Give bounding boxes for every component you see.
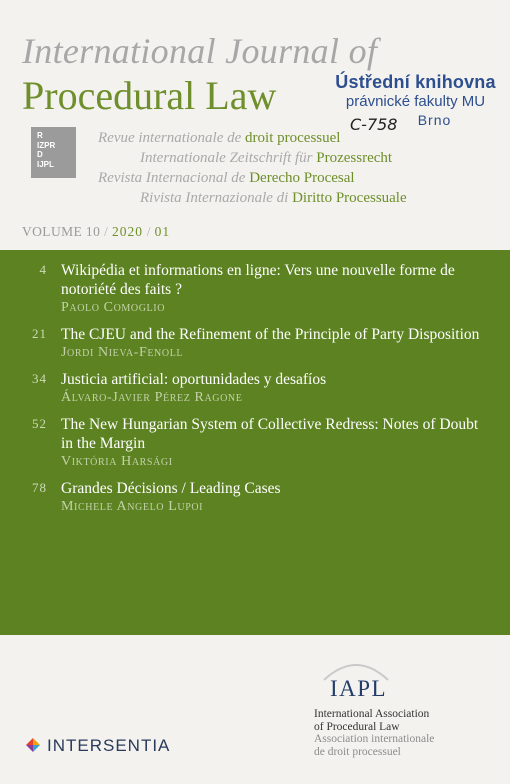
stamp-line2: právnické fakulty MU <box>345 93 486 110</box>
table-of-contents <box>0 261 510 524</box>
volume-year: 2020 <box>111 224 143 239</box>
toc-entry[interactable] <box>0 325 510 362</box>
toc-entry[interactable] <box>0 479 510 516</box>
logo-line: R <box>37 131 43 140</box>
stamp-line1: Ústřední knihovna <box>335 72 496 92</box>
toc-author: Michele Angelo Lupoi <box>61 499 204 514</box>
toc-page-number: 4 <box>39 262 47 277</box>
toc-author: Viktória Harsági <box>61 454 173 469</box>
toc-entry[interactable] <box>0 370 510 407</box>
volume-label: VOLUME 10 <box>22 224 101 239</box>
toc-author: Jordi Nieva-Fenoll <box>61 345 184 360</box>
toc-page-number: 78 <box>32 480 47 495</box>
subtitle-german: Internationale Zeitschrift für Prozessrecht <box>140 150 393 166</box>
intersentia-mark-icon <box>24 736 42 754</box>
logo-line: IJPL <box>37 159 54 169</box>
toc-entry[interactable] <box>0 415 510 471</box>
toc-page-number: 21 <box>32 326 47 341</box>
journal-logo <box>31 127 76 178</box>
toc-title: Wikipédia et informations en ligne: Vers une nouvelle forme de notoriété des faits ? <box>61 262 455 298</box>
toc-title: The New Hungarian System of Collective Redress: Notes of Doubt in the Margin <box>61 416 479 452</box>
toc-author: Álvaro-Javier Pérez Ragone <box>61 390 243 405</box>
journal-title-line2: Procedural Law <box>22 73 277 118</box>
publisher-logo <box>24 736 170 756</box>
logo-line: IZPR <box>37 140 56 150</box>
iapl-association: International Association of Procedural Law Association internationale de droit processuel <box>314 708 435 758</box>
toc-title: Justicia artificial: oportunidades y desafíos <box>61 371 327 388</box>
publisher-name: INTERSENTIA <box>47 736 171 755</box>
iapl-logo: IAPL <box>330 676 388 701</box>
subtitle-italian: Rivista Internazionale di Diritto Processuale <box>140 190 407 206</box>
stamp-line3: Brno <box>417 112 452 128</box>
toc-title: The CJEU and the Refinement of the Principle of Party Disposition <box>61 326 480 343</box>
subtitle-french: Revue internationale de droit processuel <box>98 130 341 146</box>
toc-page-number: 52 <box>32 416 47 431</box>
subtitle-spanish: Revista Internacional de Derecho Procesal <box>98 170 355 186</box>
handwritten-shelfmark: C-758 <box>350 115 398 134</box>
toc-page-number: 34 <box>32 371 47 386</box>
toc-author: Paolo Comoglio <box>61 300 166 315</box>
logo-line: D <box>37 150 43 159</box>
volume-line: VOLUME 10 / 2020 / 01 <box>22 224 171 239</box>
volume-issue: 01 <box>154 224 171 239</box>
toc-title: Grandes Décisions / Leading Cases <box>61 480 281 497</box>
toc-entry[interactable] <box>0 261 510 317</box>
journal-title-line1: International Journal of <box>22 31 378 71</box>
